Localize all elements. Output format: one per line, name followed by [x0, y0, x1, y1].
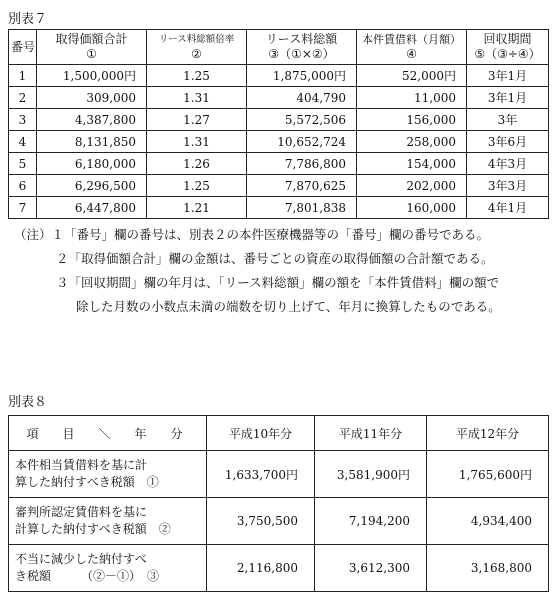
header-number: 番号 [9, 30, 37, 65]
table-8 [8, 415, 549, 592]
table7-caption: 別表７ [8, 12, 48, 27]
header-lease-total: リース料総額 ③（①×②） [247, 30, 357, 65]
header-recovery-period: 回収期間 ⑤（③÷④） [467, 30, 549, 65]
table-row: 審判所認定賃借料を基に 計算した納付すべき税額 ② 3,750,500 7,194,200 4,934,400 [9, 498, 549, 545]
table-row: 4 8,131,850 1.31 10,652,724 258,000 3年6月 [9, 131, 549, 153]
note-3: ３「回収期間」欄の年月は、「リース料総額」欄の額を「本件賃借料」欄の額で [56, 275, 500, 290]
row-label: 不当に減少した納付すべ き税額 （②－①） ③ [9, 545, 207, 592]
table-row: 不当に減少した納付すべ き税額 （②－①） ③ 2,116,800 3,612,300 3,168,800 [9, 545, 549, 592]
table7-notes [14, 223, 550, 319]
table-row: 6 6,296,500 1.25 7,870,625 202,000 3年3月 [9, 175, 549, 197]
header-year-h12: 平成12年分 [427, 416, 549, 451]
table-row: 1 1,500,000円 1.25 1,875,000円 52,000円 3年1月 [9, 65, 549, 87]
table7-header-row [9, 30, 549, 65]
header-monthly-rent: 本件賃借料（月額） ④ [357, 30, 467, 65]
table-row: 本件相当賃借料を基に計 算した納付すべき税額 ① 1,633,700円 3,581,900円 1,765,600円 [9, 451, 549, 498]
header-year-h11: 平成11年分 [315, 416, 427, 451]
note-1: （注）１「番号」欄の番号は、別表２の本件医療機器等の「番号」欄の番号である。 [14, 227, 490, 242]
header-year-h10: 平成10年分 [207, 416, 315, 451]
row-label: 本件相当賃借料を基に計 算した納付すべき税額 ① [9, 451, 207, 498]
row-label: 審判所認定賃借料を基に 計算した納付すべき税額 ② [9, 498, 207, 545]
table-7 [8, 29, 549, 219]
note-2: ２「取得価額合計」欄の金額は、番号ごとの資産の取得価額の合計額である。 [56, 251, 494, 266]
header-item-year: 項 目 ＼ 年 分 [9, 416, 207, 451]
note-3-continued: 除した月数の小数点未満の端数を切り上げて、年月に換算したものである。 [76, 299, 501, 314]
table-row: 3 4,387,800 1.27 5,572,506 156,000 3年 [9, 109, 549, 131]
table-row: 7 6,447,800 1.21 7,801,838 160,000 4年1月 [9, 197, 549, 219]
table-row: 2 309,000 1.31 404,790 11,000 3年1月 [9, 87, 549, 109]
table8-caption: 別表８ [8, 395, 48, 410]
table-row: 5 6,180,000 1.26 7,786,800 154,000 4年3月 [9, 153, 549, 175]
header-acquisition-total: 取得価額合計 ① [37, 30, 147, 65]
header-lease-multiplier: リース料総額倍率 ② [147, 30, 247, 65]
table8-header-row [9, 416, 549, 451]
